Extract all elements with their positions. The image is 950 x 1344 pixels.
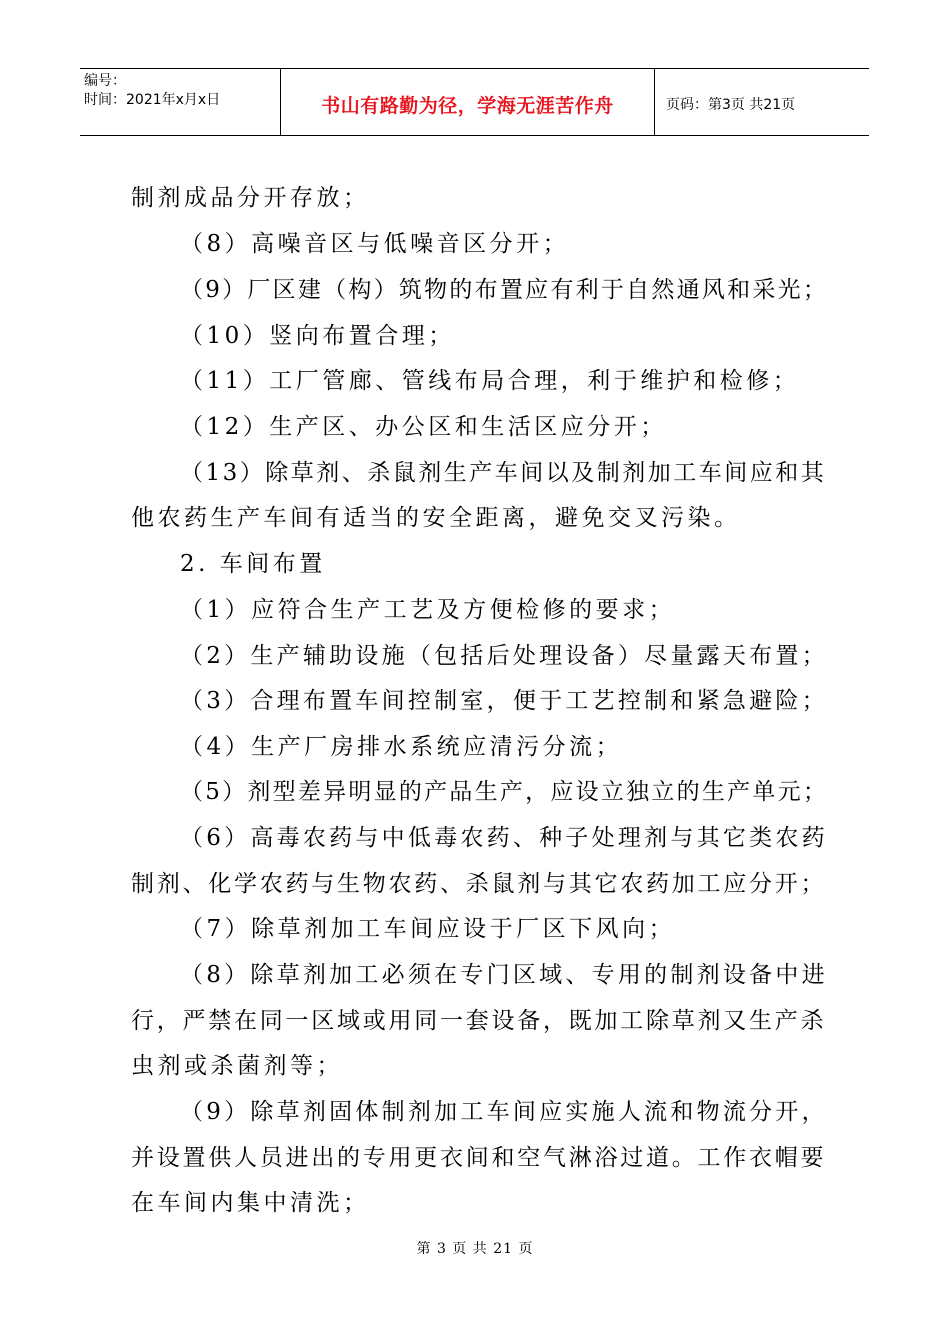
paragraph-line: 制剂、化学农药与生物农药、杀鼠剂与其它农药加工应分开； — [131, 871, 827, 897]
paragraph-line: 并设置供人员进出的专用更衣间和空气淋浴过道。工作衣帽要 — [131, 1145, 827, 1171]
paragraph-line: （7）除草剂加工车间应设于厂区下风向； — [180, 916, 676, 942]
header-motto: 书山有路勤为径，学海无涯苦作舟 — [281, 69, 655, 135]
paragraph-line: （4）生产厂房排水系统应清污分流； — [180, 734, 623, 760]
paragraph-line: （8）除草剂加工必须在专门区域、专用的制剂设备中进 — [180, 962, 828, 988]
paragraph-line: （9）厂区建（构）筑物的布置应有利于自然通风和采光； — [180, 277, 829, 303]
paragraph-line: 行，严禁在同一区域或用同一套设备，既加工除草剂又生产杀 — [131, 1008, 827, 1034]
paragraph-line: （9）除草剂固体制剂加工车间应实施人流和物流分开， — [180, 1099, 828, 1125]
header-meta-cell — [80, 69, 281, 135]
document-time-label: 时间：2021年x月x日 — [84, 92, 221, 108]
paragraph-line: （6）高毒农药与中低毒农药、种子处理剂与其它类农药 — [180, 825, 828, 851]
page-footer: 第 3 页 共 21 页 — [416, 1241, 534, 1257]
document-number-label: 编号： — [84, 73, 126, 89]
paragraph-line: （3）合理布置车间控制室，便于工艺控制和紧急避险； — [180, 688, 828, 714]
paragraph-line: 制剂成品分开存放； — [131, 185, 370, 211]
paragraph-line: （2）生产辅助设施（包括后处理设备）尽量露天布置； — [180, 643, 828, 669]
paragraph-line: （5）剂型差异明显的产品生产，应设立独立的生产单元； — [180, 779, 829, 805]
paragraph-line: 他农药生产车间有适当的安全距离，避免交叉污染。 — [131, 505, 741, 531]
paragraph-line: （13）除草剂、杀鼠剂生产车间以及制剂加工车间应和其 — [180, 460, 827, 486]
page-header — [80, 68, 869, 136]
paragraph-line: （8）高噪音区与低噪音区分开； — [180, 231, 570, 257]
paragraph-line: （10）竖向布置合理； — [180, 323, 455, 349]
paragraph-line: （11）工厂管廊、管线布局合理，利于维护和检修； — [180, 368, 800, 394]
paragraph-line: （1）应符合生产工艺及方便检修的要求； — [180, 597, 676, 623]
paragraph-line: 虫剂或杀菌剂等； — [131, 1053, 343, 1079]
header-page-info: 页码：第3页 共21页 — [666, 97, 796, 113]
paragraph-line: 在车间内集中清洗； — [131, 1190, 370, 1216]
paragraph-line: （12）生产区、办公区和生活区应分开； — [180, 414, 667, 440]
section-heading: 2. 车间布置 — [180, 551, 326, 577]
